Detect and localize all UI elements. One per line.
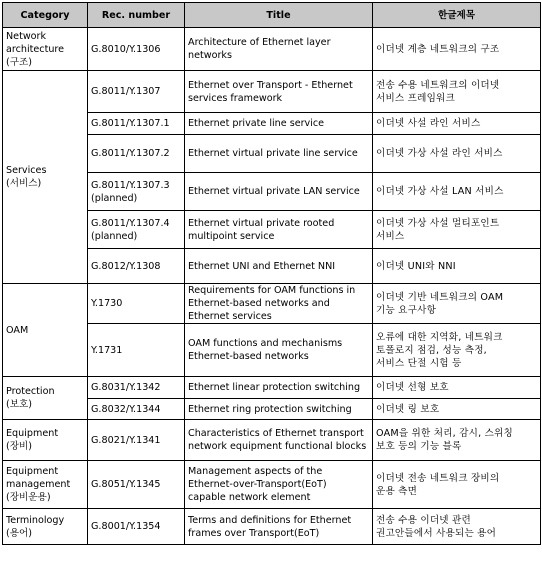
title-cell-line: Ethernet linear protection switching [188, 382, 361, 393]
table-row [3, 509, 541, 545]
korean-title-cell-line: 이더넷 가상 사설 LAN 서비스 [376, 186, 504, 197]
category-cell-line: Services [6, 165, 47, 176]
rec-number-cell-line: G.8011/Y.1307.3 [91, 179, 170, 191]
korean-title-cell-line: 보호 등의 기능 블록 [376, 441, 462, 452]
korean-title-cell-line: 오류에 대한 지역화, 네트워크 [376, 331, 503, 343]
korean-title-cell-line: 이더넷 기반 네트워크의 OAM [376, 291, 504, 303]
korean-title-cell-line: 이더넷 계층 네트워크의 구조 [376, 43, 500, 55]
korean-title-cell [373, 461, 541, 509]
table-row [3, 461, 541, 509]
category-cell-line: Protection [6, 386, 55, 397]
korean-title-cell [373, 28, 541, 71]
rec-number-cell-line: G.8051/Y.1345 [91, 479, 161, 490]
title-cell [185, 249, 373, 284]
rec-number-cell-line: (planned) [91, 192, 138, 204]
korean-title-cell-line: 이더넷 링 보호 [376, 403, 440, 415]
title-cell-line: capable network element [188, 492, 311, 503]
header-row [3, 3, 541, 28]
title-cell [185, 284, 373, 324]
title-cell-line: Ethernet-based networks [188, 351, 309, 362]
title-cell [185, 135, 373, 173]
category-cell-line: (보호) [6, 399, 33, 410]
rec-number-cell [88, 377, 185, 399]
category-cell [3, 509, 88, 545]
header-korean-title: 한글제목 [373, 3, 541, 28]
rec-number-cell-line: G.8031/Y.1342 [91, 382, 161, 393]
korean-title-cell [373, 284, 541, 324]
rec-number-cell-line: (planned) [91, 230, 138, 242]
korean-title-cell [373, 249, 541, 284]
korean-title-cell [373, 509, 541, 545]
korean-title-cell [373, 113, 541, 135]
title-cell [185, 324, 373, 377]
korean-title-cell-line: OAM을 위한 처리, 감시, 스위칭 [376, 428, 513, 439]
title-cell-line: Ethernet-over-Transport(EoT) [188, 479, 327, 490]
korean-title-cell-line: 이더넷 선형 보호 [376, 382, 449, 393]
korean-title-cell [373, 173, 541, 211]
korean-title-cell [373, 420, 541, 461]
korean-title-cell-line: 권고안들에서 사용되는 용어 [376, 527, 497, 539]
title-cell-line: Requirements for OAM functions in [188, 285, 356, 296]
title-cell-line: networks [188, 50, 232, 61]
recommendations-table-container [2, 2, 541, 545]
category-cell-line: (장비) [6, 441, 33, 452]
rec-number-cell-line: G.8010/Y.1306 [91, 43, 161, 55]
title-cell [185, 461, 373, 509]
korean-title-cell-line: 토폴로지 점검, 성능 측정, [376, 344, 487, 356]
category-cell [3, 461, 88, 509]
rec-number-cell-line: G.8011/Y.1307 [91, 86, 161, 97]
korean-title-cell-line: 이더넷 UNI와 NNI [376, 260, 456, 272]
korean-title-cell-line: 이더넷 가상 사설 라인 서비스 [376, 148, 503, 159]
category-cell-line: (서비스) [6, 178, 42, 189]
title-cell [185, 71, 373, 113]
rec-number-cell-line: G.8011/Y.1307.2 [91, 148, 170, 159]
korean-title-cell-line: 기능 요구사항 [376, 304, 437, 316]
category-cell [3, 420, 88, 461]
korean-title-cell-line: 운용 측면 [376, 485, 418, 497]
category-cell-line: management [6, 479, 71, 490]
rec-number-cell [88, 135, 185, 173]
rec-number-cell-line: G.8012/Y.1308 [91, 260, 161, 272]
table-row [3, 284, 541, 324]
title-cell-line: frames over Transport(EoT) [188, 527, 320, 539]
korean-title-cell-line: 전송 수용 네트워크의 이더넷 [376, 79, 500, 91]
title-cell-line: multipoint service [188, 230, 275, 242]
korean-title-cell [373, 135, 541, 173]
category-cell-line: architecture [6, 43, 65, 55]
title-cell-line: OAM functions and mechanisms [188, 338, 343, 349]
korean-title-cell-line: 서비스 프레임워크 [376, 92, 455, 104]
title-cell-line: Ethernet virtual private LAN service [188, 186, 360, 197]
title-cell-line: Ethernet over Transport - Ethernet [188, 79, 353, 91]
rec-number-cell [88, 509, 185, 545]
korean-title-cell-line: 전송 수용 이더넷 관련 [376, 514, 471, 526]
rec-number-cell [88, 71, 185, 113]
korean-title-cell [373, 211, 541, 249]
korean-title-cell [373, 377, 541, 399]
title-cell [185, 211, 373, 249]
rec-number-cell [88, 461, 185, 509]
table-row [3, 71, 541, 113]
rec-number-cell-line: G.8001/Y.1354 [91, 521, 161, 532]
title-cell [185, 377, 373, 399]
rec-number-cell [88, 173, 185, 211]
rec-number-cell [88, 249, 185, 284]
category-cell-line: OAM [6, 324, 29, 336]
category-cell-line: (구조) [6, 56, 33, 68]
rec-number-cell-line: Y.1730 [91, 298, 123, 309]
header-title: Title [185, 3, 373, 28]
header-rec-number: Rec. number [88, 3, 185, 28]
rec-number-cell [88, 284, 185, 324]
category-cell-line: Equipment [6, 466, 59, 477]
title-cell-line: Ethernet virtual private line service [188, 148, 358, 159]
category-cell [3, 71, 88, 284]
title-cell-line: Ethernet-based networks and [188, 298, 330, 309]
korean-title-cell-line: 서비스 [376, 230, 405, 242]
category-cell-line: Terminology [6, 514, 65, 526]
category-cell-line: Network [6, 30, 47, 42]
rec-number-cell [88, 420, 185, 461]
rec-number-cell [88, 324, 185, 377]
category-cell-line: (용어) [6, 527, 33, 539]
title-cell [185, 399, 373, 420]
category-cell-line: Equipment [6, 428, 59, 439]
category-cell [3, 377, 88, 420]
category-cell [3, 284, 88, 377]
category-cell-line: (장비운용) [6, 492, 51, 503]
title-cell-line: Ethernet ring protection switching [188, 403, 352, 415]
title-cell-line: Characteristics of Ethernet transport [188, 428, 364, 439]
table-row [3, 28, 541, 71]
rec-number-cell [88, 113, 185, 135]
recommendations-table [2, 2, 541, 545]
korean-title-cell-line: 이더넷 전송 네트워크 장비의 [376, 472, 500, 484]
title-cell-line: services framework [188, 92, 283, 104]
table-row [3, 377, 541, 399]
title-cell-line: Terms and definitions for Ethernet [188, 514, 352, 526]
title-cell-line: Ethernet private line service [188, 118, 325, 129]
title-cell [185, 509, 373, 545]
title-cell [185, 173, 373, 211]
title-cell-line: Ethernet virtual private rooted [188, 217, 335, 229]
rec-number-cell [88, 28, 185, 71]
rec-number-cell-line: G.8032/Y.1344 [91, 403, 161, 415]
korean-title-cell-line: 이더넷 사설 라인 서비스 [376, 118, 481, 129]
title-cell-line: Ethernet services [188, 311, 272, 322]
rec-number-cell-line: G.8021/Y.1341 [91, 434, 161, 446]
title-cell [185, 113, 373, 135]
title-cell [185, 420, 373, 461]
rec-number-cell-line: G.8011/Y.1307.1 [91, 118, 170, 129]
title-cell-line: Management aspects of the [188, 466, 323, 477]
rec-number-cell [88, 211, 185, 249]
table-row [3, 420, 541, 461]
korean-title-cell-line: 이더넷 가상 사설 멀티포인트 [376, 217, 500, 229]
header-category: Category [3, 3, 88, 28]
title-cell-line: Architecture of Ethernet layer [188, 37, 331, 48]
korean-title-cell-line: 서비스 단절 시험 등 [376, 357, 462, 369]
rec-number-cell-line: G.8011/Y.1307.4 [91, 217, 170, 229]
korean-title-cell [373, 71, 541, 113]
category-cell [3, 28, 88, 71]
korean-title-cell [373, 324, 541, 377]
rec-number-cell [88, 399, 185, 420]
title-cell-line: network equipment functional blocks [188, 441, 367, 452]
title-cell-line: Ethernet UNI and Ethernet NNI [188, 260, 336, 272]
rec-number-cell-line: Y.1731 [91, 344, 123, 356]
korean-title-cell [373, 399, 541, 420]
title-cell [185, 28, 373, 71]
